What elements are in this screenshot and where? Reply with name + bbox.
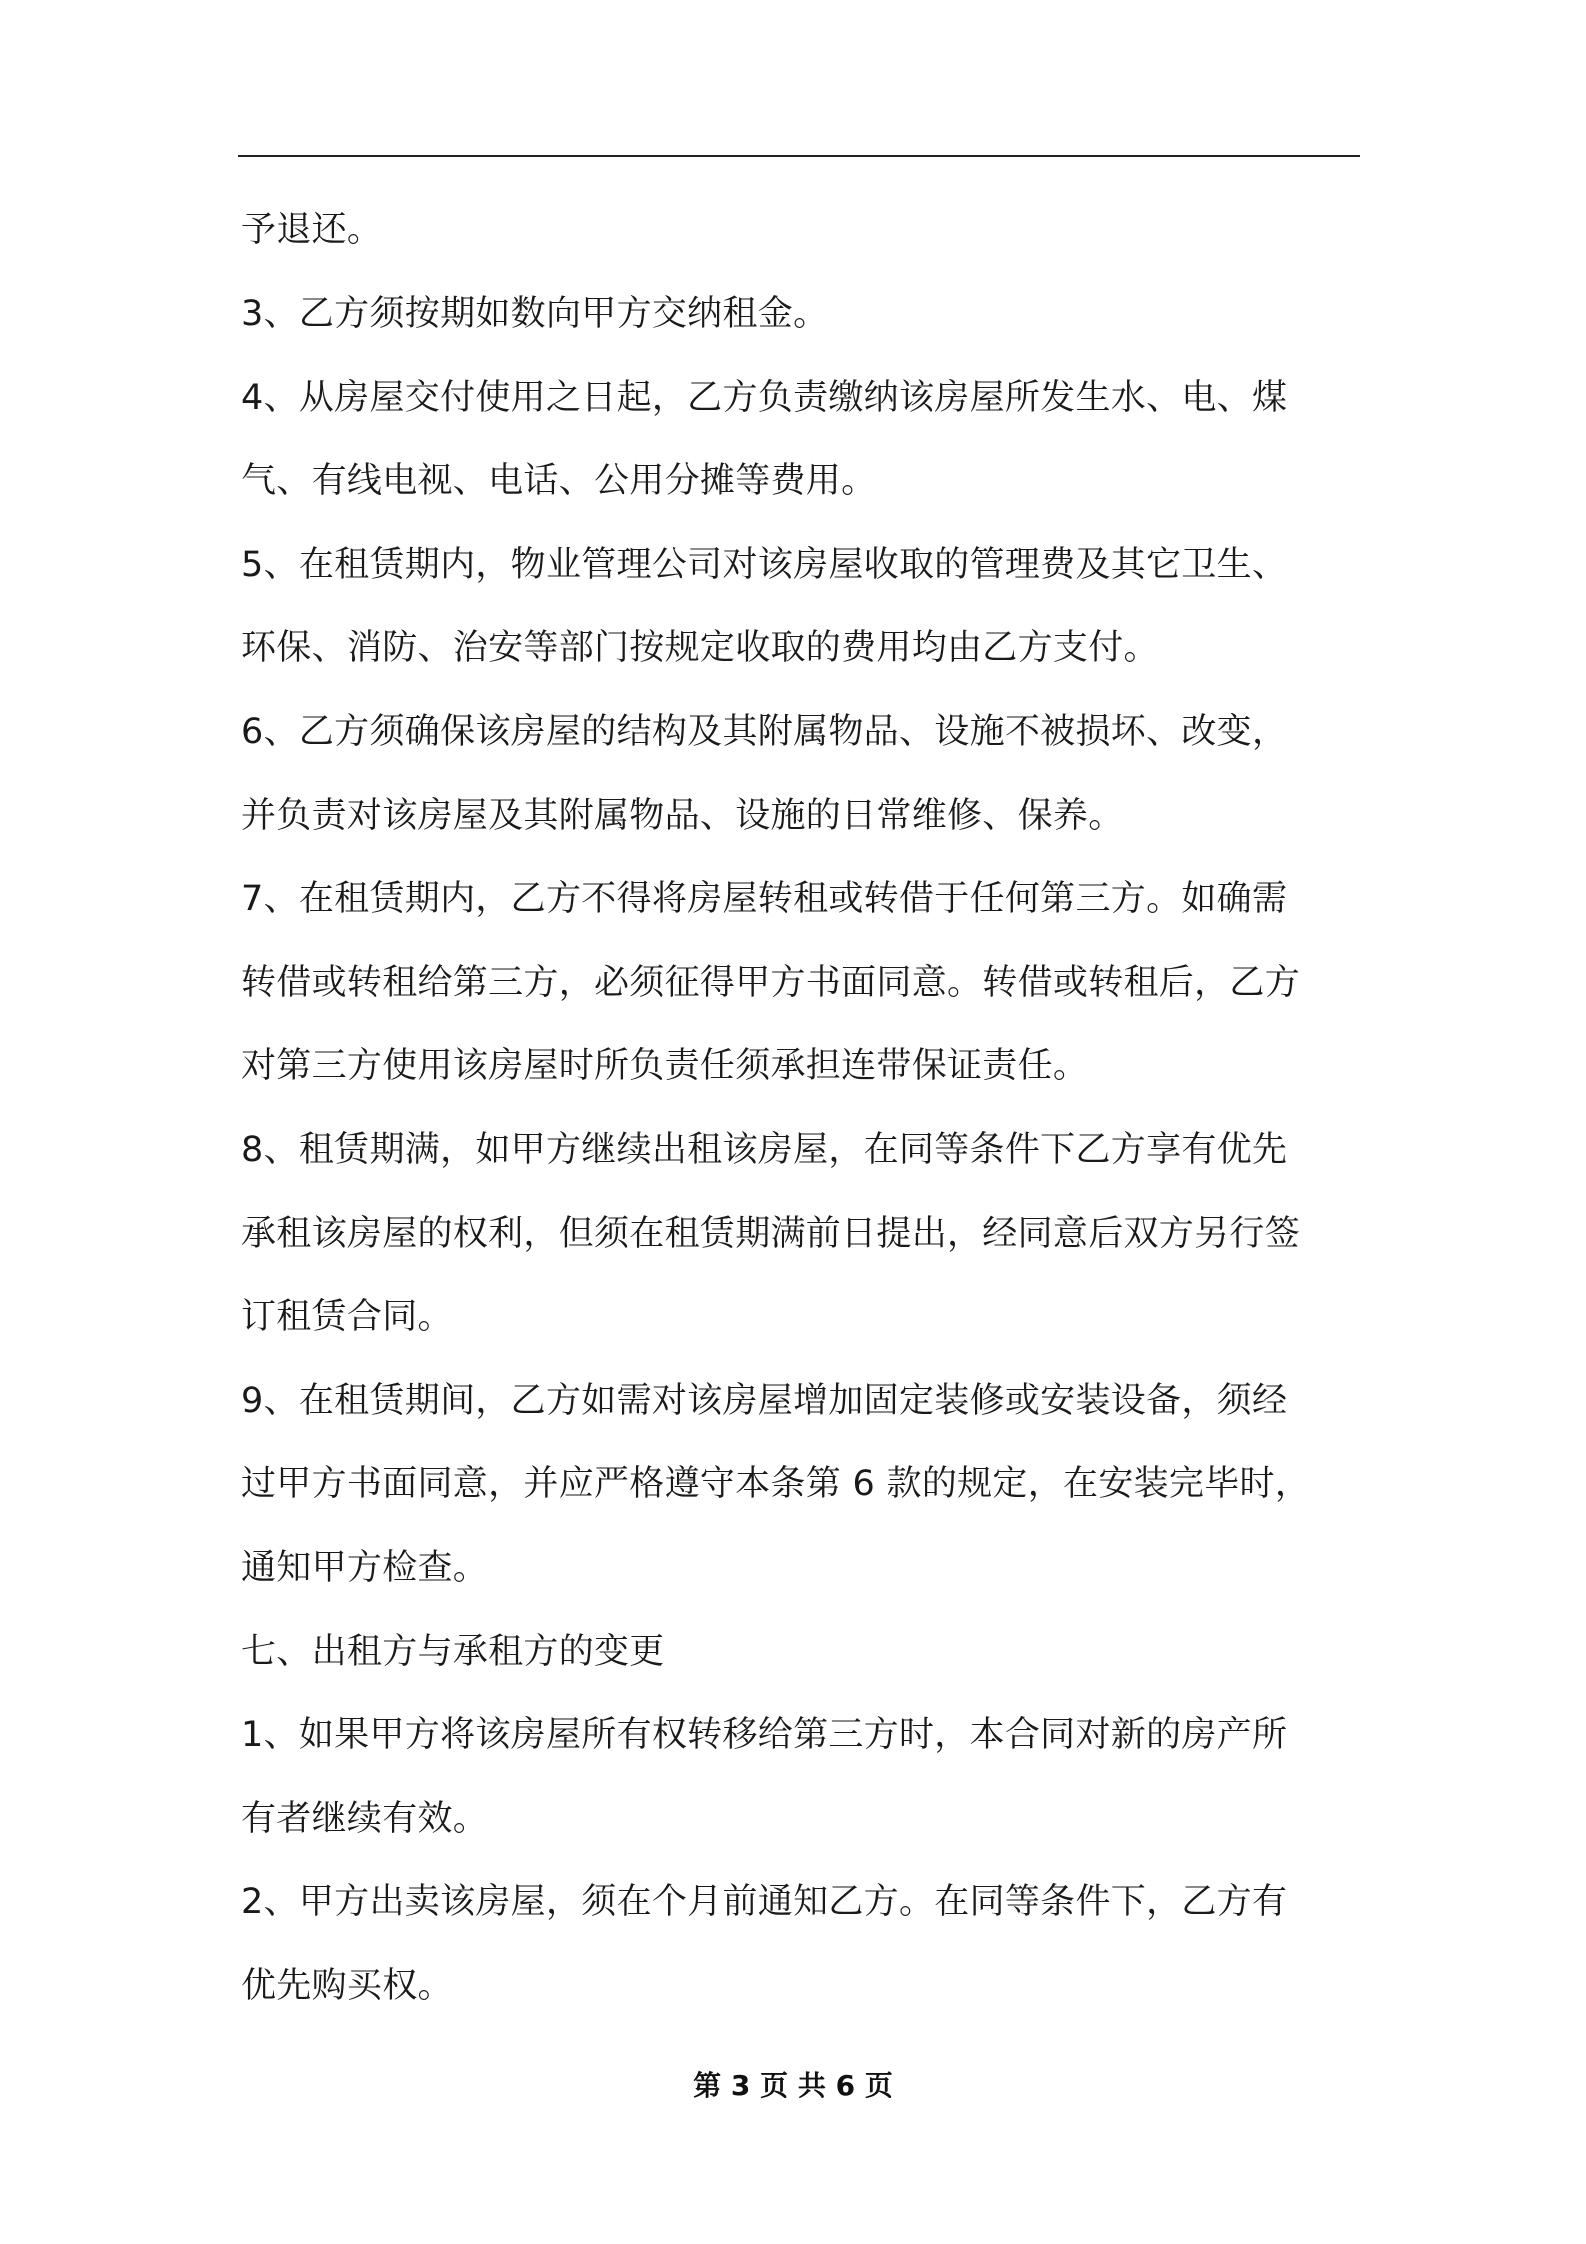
- text-line: 订租赁合同。: [241, 1297, 453, 1337]
- text-line: 予退还。: [241, 210, 383, 250]
- text-line: 3、乙方须按期如数向甲方交纳租金。: [241, 294, 829, 334]
- text-line: 通知甲方检查。: [241, 1548, 489, 1588]
- text-line: 1、如果甲方将该房屋所有权转移给第三方时，本合同对新的房产所: [241, 1715, 1288, 1755]
- text-line: 8、租赁期满，如甲方继续出租该房屋，在同等条件下乙方享有优先: [241, 1130, 1288, 1170]
- text-line: 有者继续有效。: [241, 1799, 489, 1839]
- text-line: 5、在租赁期内，物业管理公司对该房屋收取的管理费及其它卫生、: [241, 545, 1288, 585]
- text-line: 并负责对该房屋及其附属物品、设施的日常维修、保养。: [241, 796, 1124, 836]
- text-line: 承租该房屋的权利，但须在租赁期满前日提出，经同意后双方另行签: [241, 1214, 1301, 1254]
- text-line: 环保、消防、治安等部门按规定收取的费用均由乙方支付。: [241, 628, 1159, 668]
- text-line: 6、乙方须确保该房屋的结构及其附属物品、设施不被损坏、改变，: [241, 712, 1288, 752]
- text-line: 7、在租赁期内，乙方不得将房屋转租或转借于任何第三方。如确需: [241, 879, 1288, 919]
- page-number-footer: 第 3 页 共 6 页: [693, 2069, 893, 2102]
- text-line: 过甲方书面同意，并应严格遵守本条第 6 款的规定，在安装完毕时，: [241, 1464, 1311, 1504]
- text-line: 转借或转租给第三方，必须征得甲方书面同意。转借或转租后，乙方: [241, 963, 1301, 1003]
- header-rule: [238, 155, 1360, 157]
- text-line: 4、从房屋交付使用之日起，乙方负责缴纳该房屋所发生水、电、煤: [241, 378, 1288, 418]
- section-heading: 七、出租方与承租方的变更: [241, 1632, 665, 1672]
- text-line: 对第三方使用该房屋时所负责任须承担连带保证责任。: [241, 1046, 1089, 1086]
- text-line: 9、在租赁期间，乙方如需对该房屋增加固定装修或安装设备，须经: [241, 1381, 1288, 1421]
- text-line: 优先购买权。: [241, 1966, 453, 2006]
- text-line: 2、甲方出卖该房屋，须在个月前通知乙方。在同等条件下，乙方有: [241, 1882, 1288, 1922]
- text-line: 气、有线电视、电话、公用分摊等费用。: [241, 461, 877, 501]
